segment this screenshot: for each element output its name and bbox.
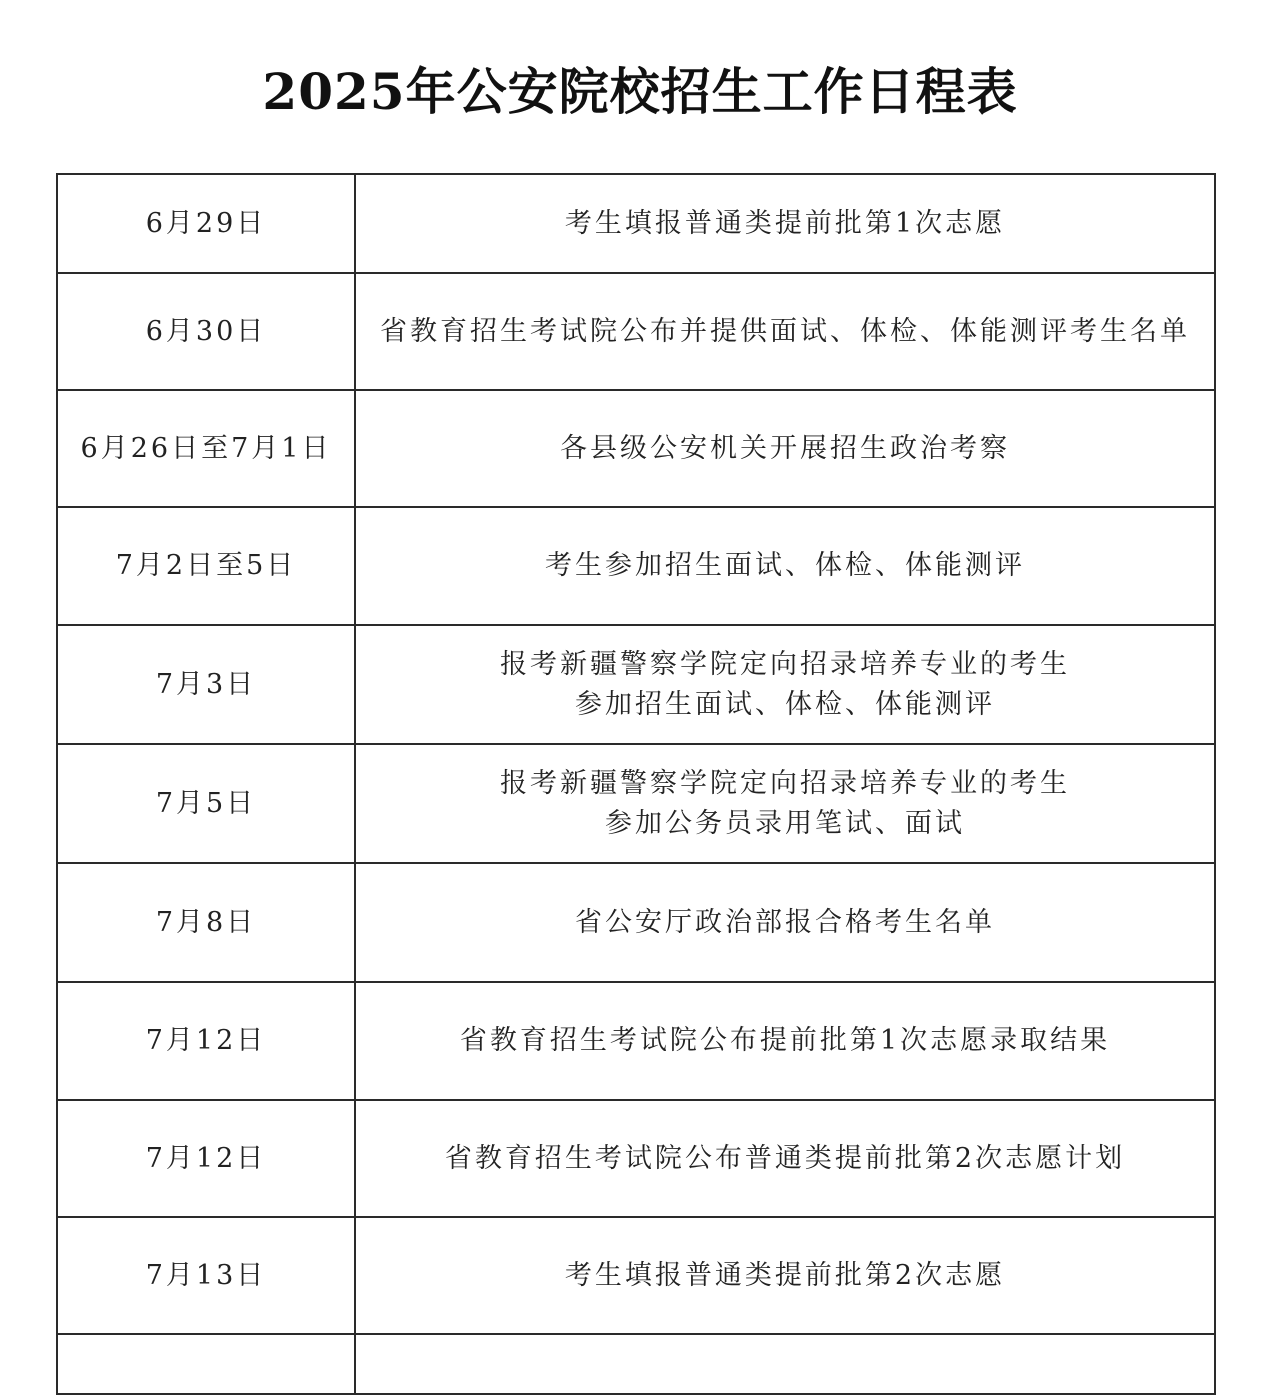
- date-cell: 7月13日: [57, 1217, 355, 1334]
- table-row: [57, 507, 1215, 625]
- table-row: [57, 273, 1215, 390]
- event-text: 参加招生面试、体检、体能测评: [575, 688, 995, 720]
- date-cell: 7月12日: [57, 1100, 355, 1217]
- date-cell: 7月3日: [57, 625, 355, 744]
- event-cell: [355, 1334, 1215, 1394]
- event-cell: [355, 1217, 1215, 1334]
- event-cell: [355, 1100, 1215, 1217]
- table-row: [57, 1100, 1215, 1217]
- table-row: [57, 744, 1215, 863]
- date-cell: [57, 1334, 355, 1394]
- date-cell: 7月2日至5日: [57, 507, 355, 625]
- table-row: [57, 1217, 1215, 1334]
- event-cell: [355, 507, 1215, 625]
- event-text: 省公安厅政治部报合格考生名单: [575, 906, 995, 938]
- event-text: 报考新疆警察学院定向招录培养专业的考生: [500, 648, 1070, 680]
- date-cell: 7月5日: [57, 744, 355, 863]
- event-text: 参加公务员录用笔试、面试: [605, 807, 965, 839]
- event-text: 考生填报普通类提前批第1次志愿: [564, 207, 1006, 239]
- event-cell: [355, 744, 1215, 863]
- table-row: [57, 1334, 1215, 1394]
- event-cell: [355, 982, 1215, 1100]
- table-row: [57, 174, 1215, 273]
- event-text: 考生填报普通类提前批第2次志愿: [564, 1259, 1006, 1291]
- event-text: 省教育招生考试院公布提前批第1次志愿录取结果: [459, 1025, 1111, 1056]
- date-cell: 6月29日: [57, 174, 355, 273]
- date-cell: 6月26日至7月1日: [57, 390, 355, 507]
- event-text: 报考新疆警察学院定向招录培养专业的考生: [500, 767, 1070, 799]
- table-row: [57, 390, 1215, 507]
- event-text: 省教育招生考试院公布普通类提前批第2次志愿计划: [444, 1142, 1126, 1174]
- event-text: 考生参加招生面试、体检、体能测评: [545, 550, 1025, 581]
- page-title: 2025年公安院校招生工作日程表: [262, 62, 1018, 121]
- event-text: 省教育招生考试院公布并提供面试、体检、体能测评考生名单: [380, 315, 1190, 347]
- event-cell: [355, 174, 1215, 273]
- date-cell: 6月30日: [57, 273, 355, 390]
- event-cell: [355, 273, 1215, 390]
- date-cell: 7月8日: [57, 863, 355, 982]
- event-cell: [355, 390, 1215, 507]
- table-row: [57, 982, 1215, 1100]
- date-cell: 7月12日: [57, 982, 355, 1100]
- table-row: [57, 625, 1215, 744]
- event-cell: [355, 863, 1215, 982]
- table-row: [57, 863, 1215, 982]
- event-text: 各县级公安机关开展招生政治考察: [560, 432, 1010, 464]
- event-cell: [355, 625, 1215, 744]
- schedule-table: [56, 173, 1216, 1395]
